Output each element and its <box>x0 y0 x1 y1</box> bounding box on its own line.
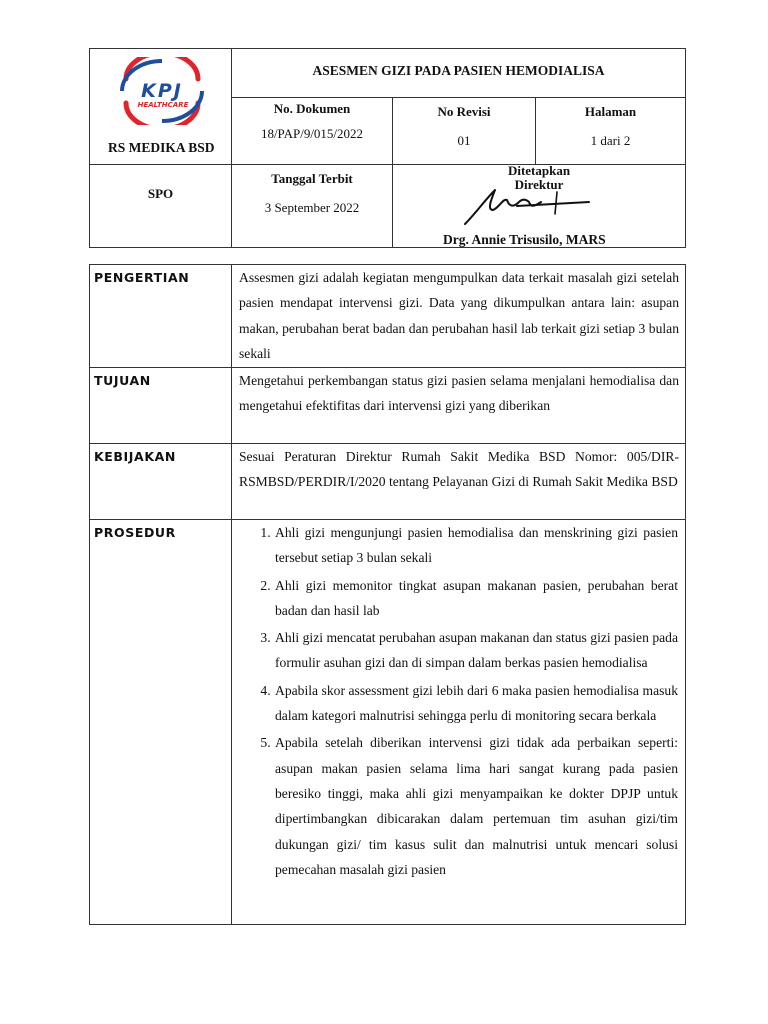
spo-cell: SPO <box>90 165 232 248</box>
document-title: ASESMEN GIZI PADA PASIEN HEMODIALISA <box>232 49 686 98</box>
no-dokumen-cell <box>232 98 393 165</box>
director-name: Drg. Annie Trisusilo, MARS <box>443 232 606 247</box>
no-dokumen-value: 18/PAP/9/015/2022 <box>260 126 364 141</box>
row-kebijakan <box>90 444 686 520</box>
sop-content-table <box>89 264 686 925</box>
row-prosedur <box>90 520 686 925</box>
no-revisi-label: No Revisi <box>437 104 491 119</box>
prosedur-steps <box>232 520 686 925</box>
tanggal-terbit-cell <box>232 165 393 248</box>
no-revisi-value: 01 <box>457 133 471 148</box>
kpj-healthcare-logo <box>112 57 212 125</box>
halaman-label: Halaman <box>584 104 637 119</box>
row-pengertian <box>90 265 686 368</box>
prosedur-step: 1. Ahli gizi mengunjungi pasien hemodialisa dan menskrining gizi pasien tersebut setiap 3 bulan sekali <box>274 520 678 571</box>
halaman-value: 1 dari 2 <box>590 133 631 148</box>
hospital-name: RS MEDIKA BSD <box>108 140 215 155</box>
logo-cell <box>90 49 232 165</box>
direktur-label: Direktur <box>514 177 564 192</box>
prosedur-step: 2. Ahli gizi memonitor tingkat asupan makanan pasien, perubahan berat badan dan hasil lab <box>274 573 678 624</box>
prosedur-step: 3. Ahli gizi mencatat perubahan asupan makanan dan status gizi pasien pada formulir asuhan gizi dan di simpan dalam berkas pasien hemodialisa <box>274 625 678 676</box>
kebijakan-text: Sesuai Peraturan Direktur Rumah Sakit Medika BSD Nomor: 005/DIR-RSMBSD/PERDIR/I/2020 tentang Pelayanan Gizi di Rumah Sakit Medika BSD <box>232 444 686 520</box>
tanggal-terbit-label: Tanggal Terbit <box>271 171 353 186</box>
prosedur-label: PROSEDUR <box>90 520 232 925</box>
prosedur-step: 4. Apabila skor assessment gizi lebih dari 6 maka pasien hemodialisa masuk dalam kategori malnutrisi sehingga perlu di monitoring secara berkala <box>274 678 678 729</box>
no-revisi-cell <box>393 98 536 165</box>
prosedur-list <box>239 520 678 882</box>
pengertian-text: Assesmen gizi adalah kegiatan mengumpulkan data terkait masalah gizi setelah pasien mendapat intervensi gizi. Data yang dikumpulkan antara lain: asupan makan, perubahan berat badan dan perubahan hasil lab terkait gizi setiap 3 bulan sekali <box>232 265 686 368</box>
prosedur-step: 5. Apabila setelah diberikan intervensi gizi tidak ada perbaikan seperti: asupan makan pasien selama lima hari sangat kurang pada pasien beresiko tinggi, maka ahli gizi menyampaikan ke dokter DPJP untuk dipertimbangkan dibicarakan dalam pertemuan tim asuhan gizi/tim dukungan gizi/ tim kasus sulit dan malnutrisi untuk mencari solusi pemecahan masalah gizi pasien <box>274 730 678 882</box>
row-tujuan <box>90 368 686 444</box>
tujuan-label: TUJUAN <box>90 368 232 444</box>
halaman-cell <box>536 98 686 165</box>
document-header-table <box>89 48 686 248</box>
pengertian-label: PENGERTIAN <box>90 265 232 368</box>
tujuan-text: Mengetahui perkembangan status gizi pasien selama menjalani hemodialisa dan mengetahui efektifitas dari intervensi gizi yang diberikan <box>232 368 686 444</box>
no-dokumen-label: No. Dokumen <box>273 101 351 116</box>
approval-cell <box>393 165 686 248</box>
director-signature <box>461 184 601 228</box>
ditetapkan-label: Ditetapkan <box>507 163 571 178</box>
kebijakan-label: KEBIJAKAN <box>90 444 232 520</box>
tanggal-terbit-value: 3 September 2022 <box>264 200 360 215</box>
logo-kpj-text: KPJ <box>141 80 183 102</box>
logo-healthcare-text: HEALTHCARE <box>137 101 189 109</box>
